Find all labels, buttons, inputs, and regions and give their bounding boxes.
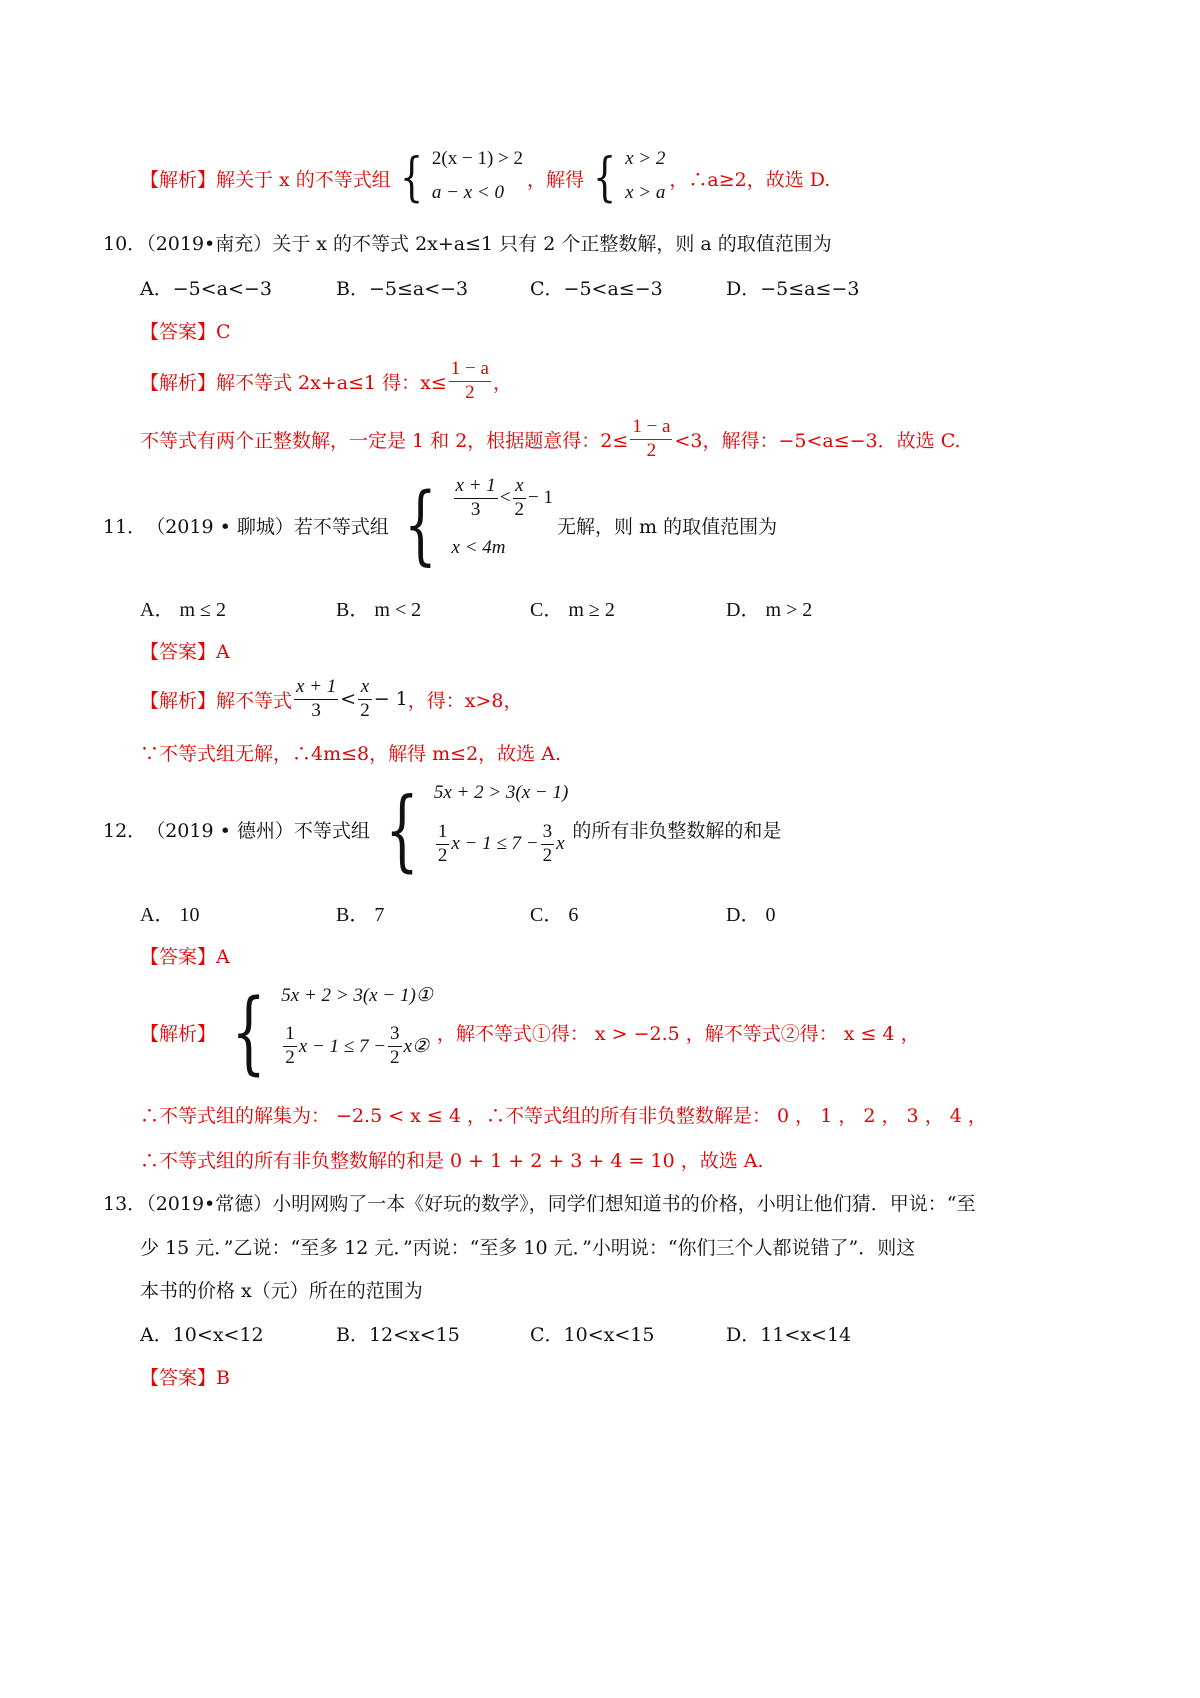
question-number: 12．	[103, 819, 147, 842]
system-row: x < 4m	[451, 537, 506, 558]
analysis-tag: 【解析】	[140, 371, 217, 394]
brace-icon: {	[385, 777, 419, 881]
denominator: 2	[542, 844, 553, 866]
q13-stem-line3: 本书的价格 x（元）所在的范围为	[140, 1280, 423, 1302]
analysis-text: 解不等式 2x+a≤1 得：x≤	[216, 371, 447, 394]
analysis-text: 解不等式	[216, 689, 293, 712]
system-row: x > a	[625, 182, 666, 203]
q13-option-c[interactable]: C．10<x<15	[530, 1324, 655, 1346]
q9-analysis	[140, 148, 830, 208]
fraction	[294, 676, 338, 723]
q10-analysis-a	[140, 352, 512, 410]
q12-option-c[interactable]: C． 6	[530, 904, 579, 926]
q11-analysis-a	[140, 670, 523, 728]
numerator: 1 − a	[630, 416, 672, 440]
analysis-text: 不等式有两个正整数解，一定是 1 和 2，根据题意得：2≤	[140, 429, 629, 452]
operand: x②	[403, 1036, 430, 1058]
analysis-text: 解关于 x 的不等式组	[216, 168, 391, 191]
system-row: a − x < 0	[431, 182, 504, 203]
numerator: 1 − a	[449, 358, 491, 382]
question-text: （2019 • 聊城）若不等式组	[146, 515, 389, 538]
system-row: 5x + 2 > 3(x − 1)	[433, 781, 569, 803]
q12-option-b[interactable]: B． 7	[336, 904, 385, 926]
q10-option-a[interactable]: A．−5<a<−3	[140, 278, 272, 300]
analysis-tag: 【解析】	[140, 689, 217, 712]
system-row: 5x + 2 > 3(x − 1)①	[281, 985, 433, 1006]
operator: <	[340, 688, 357, 710]
q10-analysis-b	[140, 410, 961, 468]
denominator: 2	[390, 1047, 400, 1069]
question-text: （2019•常德）小明网购了一本《好玩的数学》，同学们想知道书的价格，小明让他们猜．甲说：“至	[146, 1193, 976, 1215]
inequality-system	[393, 475, 553, 575]
q13-option-d[interactable]: D．11<x<14	[726, 1324, 852, 1346]
denominator: 3	[470, 498, 481, 520]
question-text: 无解，则 m 的取值范围为	[557, 515, 778, 538]
q11-option-d[interactable]: D． m > 2	[726, 599, 813, 621]
denominator: 2	[514, 498, 525, 520]
q10-stem	[103, 229, 832, 256]
analysis-text: ，解不等式①得： x > −2.5 ，解不等式②得： x ≤ 4 ，	[436, 1023, 920, 1045]
fraction	[449, 358, 491, 405]
analysis-text: ，∴a≥2，故选 D.	[669, 168, 831, 191]
q11-option-c[interactable]: C． m ≥ 2	[530, 599, 615, 621]
numerator: x + 1	[454, 475, 498, 499]
q12-option-a[interactable]: A． 10	[140, 904, 200, 926]
q11-answer: 【答案】A	[140, 641, 230, 663]
system-row	[434, 821, 568, 868]
q12-answer: 【答案】A	[140, 946, 230, 968]
analysis-text: ，	[492, 371, 512, 394]
numerator: 1	[283, 1023, 297, 1047]
q10-option-d[interactable]: D．−5≤a≤−3	[726, 278, 860, 300]
operand: − 1	[528, 487, 553, 509]
denominator: 2	[465, 381, 475, 403]
q11-stem	[103, 475, 778, 575]
brace-icon: {	[231, 980, 266, 1085]
fraction	[630, 416, 672, 463]
denominator: 3	[311, 699, 321, 721]
numerator: 3	[541, 821, 555, 845]
numerator: x	[513, 475, 527, 499]
q11-analysis-b: ∵不等式组无解，∴4m≤8，解得 m≤2，故选 A.	[140, 743, 561, 765]
operand: − 1	[373, 688, 408, 710]
numerator: 3	[388, 1023, 402, 1047]
denominator: 2	[437, 844, 448, 866]
denominator: 2	[285, 1047, 295, 1069]
operand: x − 1 ≤ 7 −	[451, 833, 539, 855]
q12-stem	[103, 777, 782, 881]
q13-option-a[interactable]: A．10<x<12	[140, 1324, 264, 1346]
question-text: 的所有非负整数解的和是	[572, 819, 782, 842]
system-row	[281, 1023, 433, 1070]
q13-stem-line2: 少 15 元．”乙说：“至多 12 元．”丙说：“至多 10 元．”小明说：“你们三个人都说错了”．则这	[140, 1237, 916, 1259]
q10-option-b[interactable]: B．−5≤a<−3	[336, 278, 469, 300]
numerator: x + 1	[294, 676, 338, 700]
numerator: x	[358, 676, 372, 700]
q12-analysis-a	[140, 980, 920, 1085]
inequality-system	[395, 148, 523, 208]
analysis-tag: 【解析】	[140, 1023, 217, 1045]
denominator: 2	[646, 439, 657, 461]
system-row: x > 2	[625, 148, 666, 169]
q12-analysis-c: ∴不等式组的所有非负整数解的和是 0 + 1 + 2 + 3 + 4 = 10 ，故选 A.	[140, 1150, 764, 1172]
q13-answer: 【答案】B	[140, 1367, 230, 1389]
operator: <	[499, 487, 511, 509]
question-text: （2019•南充）关于 x 的不等式 2x+a≤1 只有 2 个正整数解，则 a 的取值范围为	[146, 233, 832, 255]
inequality-system	[220, 980, 433, 1085]
operand: x	[556, 833, 565, 855]
operand: x − 1 ≤ 7 −	[298, 1035, 387, 1057]
system-row: 2(x − 1) > 2	[431, 148, 523, 169]
brace-icon: {	[399, 148, 423, 208]
q10-answer: 【答案】C	[140, 321, 231, 343]
denominator: 2	[360, 699, 370, 721]
inequality-system	[374, 778, 568, 881]
numerator: 1	[436, 821, 450, 845]
solution-system	[588, 148, 665, 208]
q13-stem-line1	[103, 1189, 975, 1216]
brace-icon: {	[592, 148, 617, 208]
analysis-text: ，得：x>8，	[407, 689, 523, 712]
analysis-text: ，解得	[527, 168, 585, 191]
fraction	[358, 676, 372, 723]
brace-icon: {	[403, 475, 437, 575]
question-number: 13．	[103, 1193, 147, 1215]
q12-analysis-b: ∴不等式组的解集为： −2.5 < x ≤ 4 ，∴不等式组的所有非负整数解是： 0 ， 1 ， 2 ， 3 ， 4 ，	[140, 1105, 987, 1127]
question-number: 10．	[103, 233, 147, 255]
analysis-text: <3，解得：−5<a≤−3．故选 C.	[674, 429, 961, 452]
analysis-tag: 【解析】	[140, 168, 217, 191]
q11-option-a[interactable]: A． m ≤ 2	[140, 599, 226, 621]
question-number: 11．	[103, 515, 147, 538]
q13-option-b[interactable]: B．12<x<15	[336, 1324, 460, 1346]
q11-option-b[interactable]: B． m < 2	[336, 599, 422, 621]
q10-option-c[interactable]: C．−5<a≤−3	[530, 278, 663, 300]
q12-option-d[interactable]: D． 0	[726, 904, 776, 926]
question-text: （2019 • 德州）不等式组	[146, 819, 370, 842]
system-row	[452, 475, 553, 522]
